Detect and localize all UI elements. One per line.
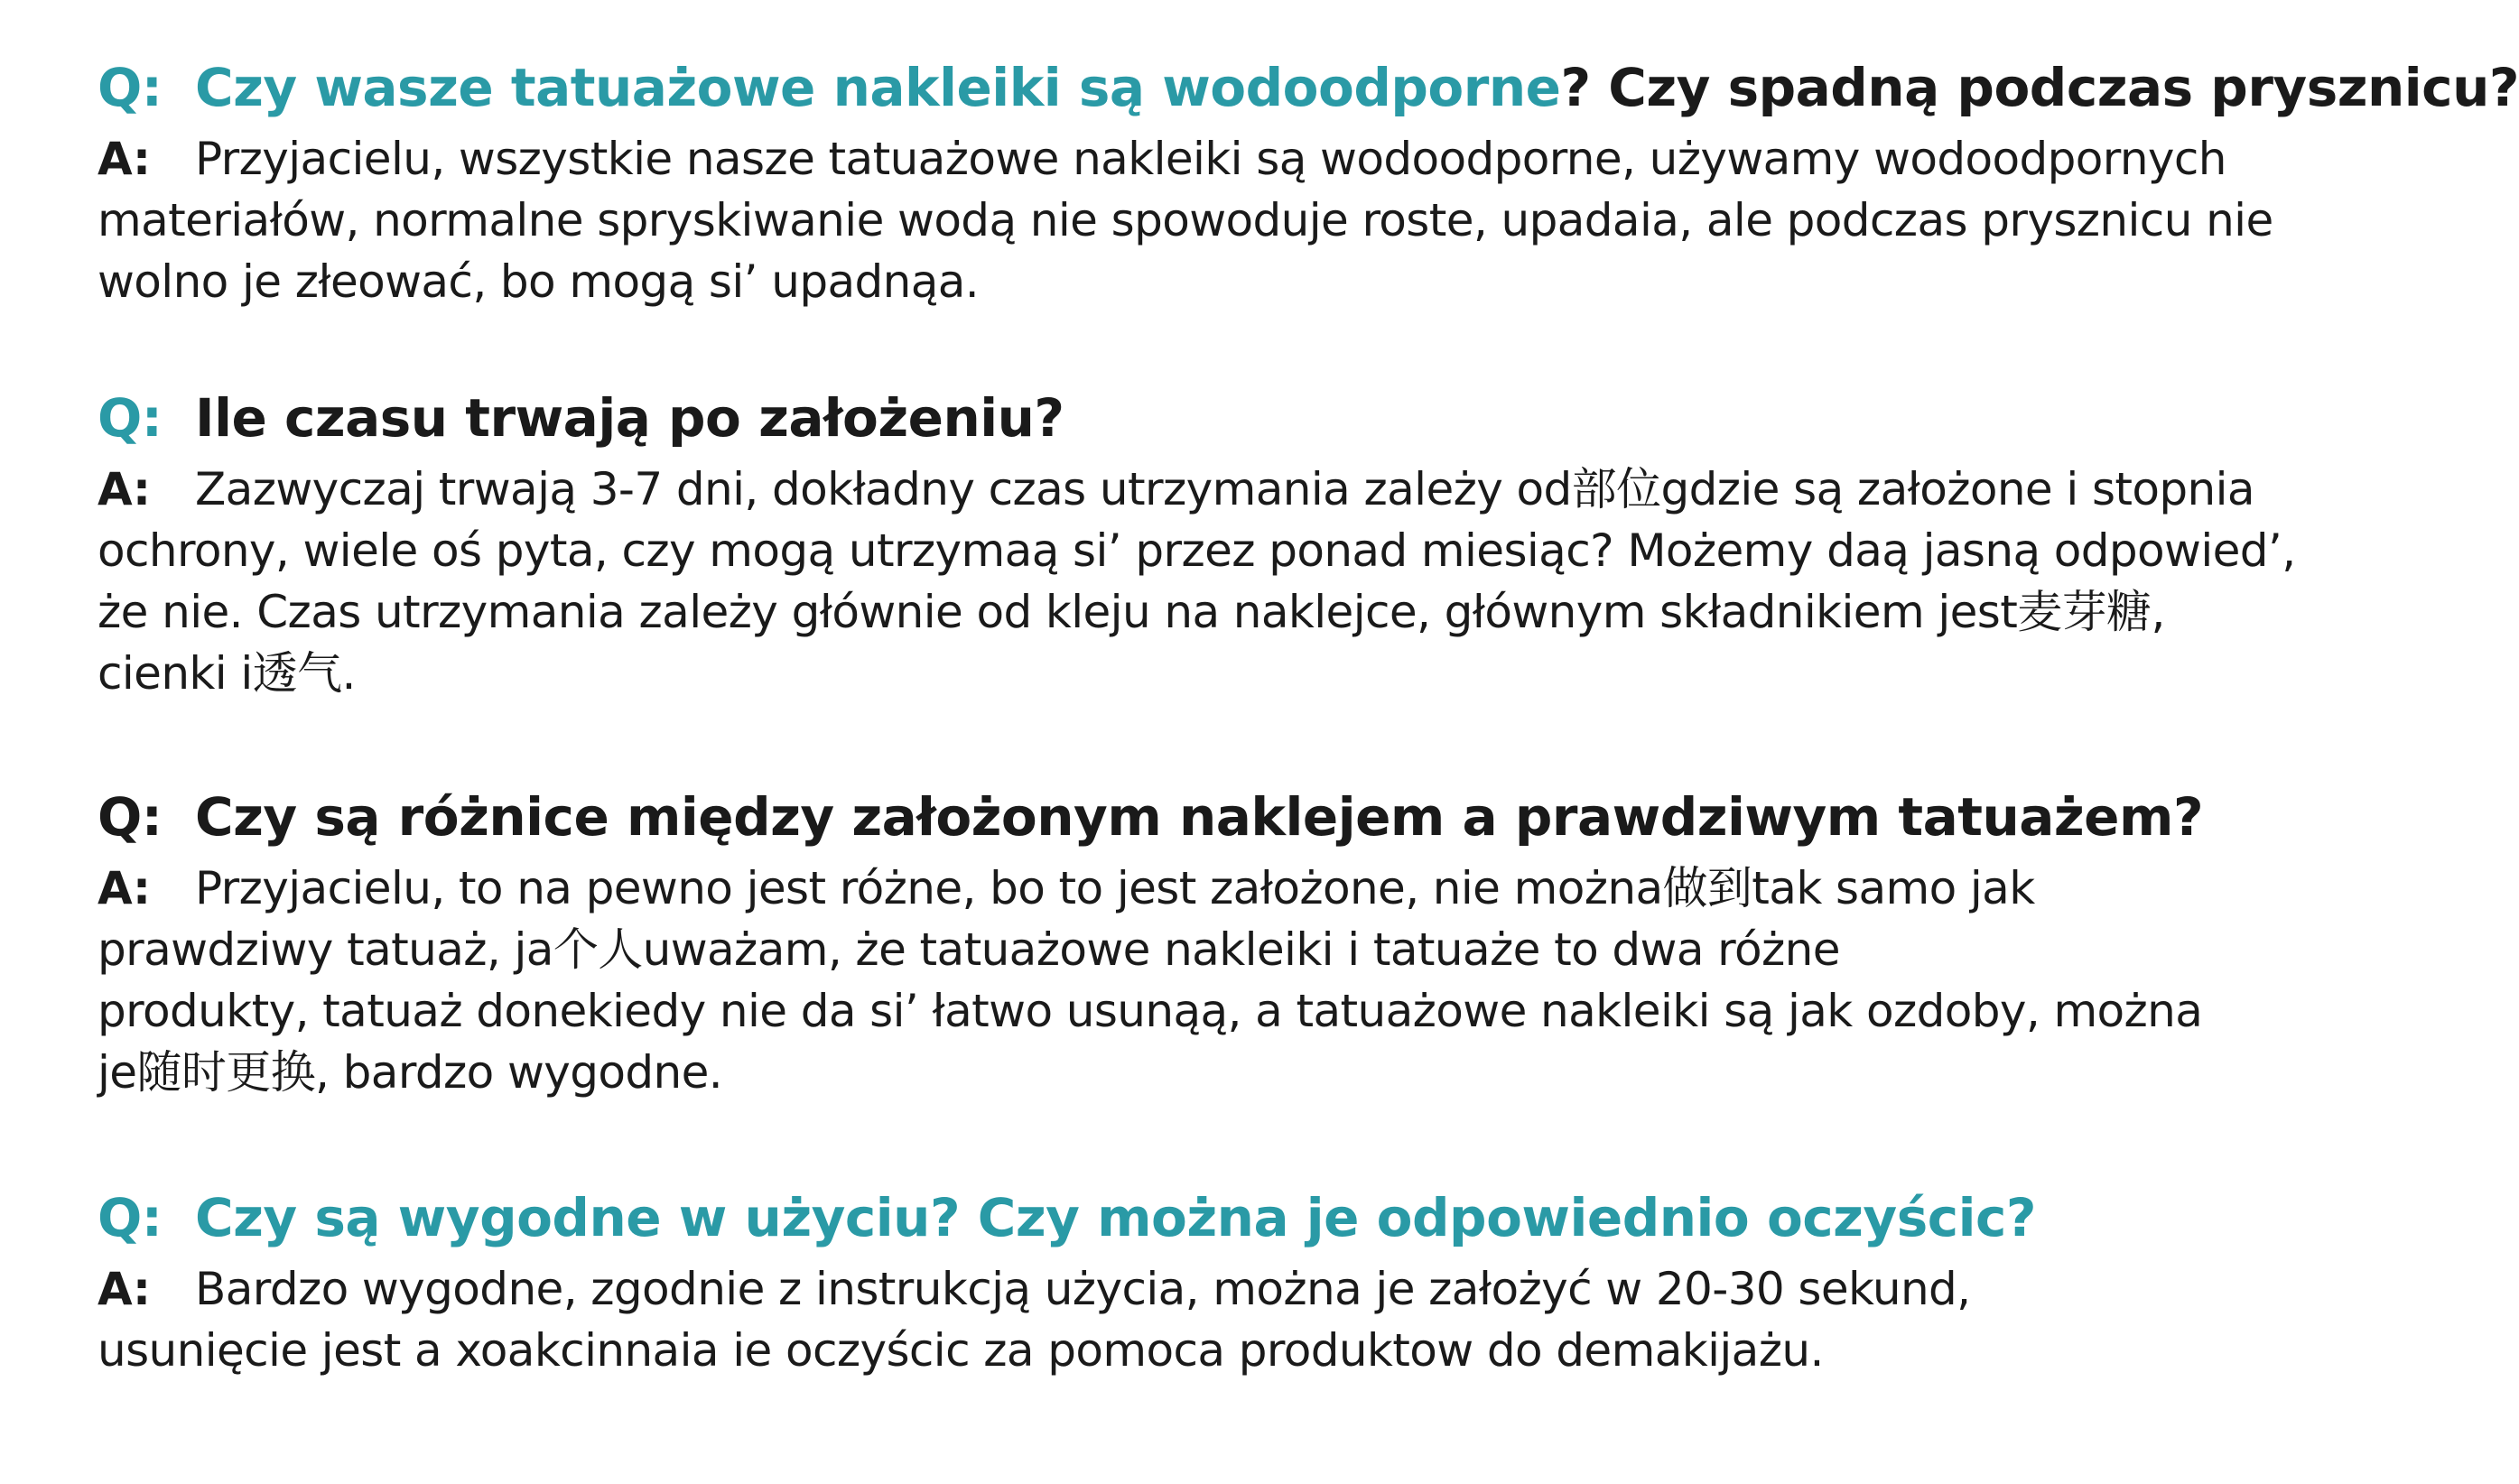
answer-line: Zazwyczaj trwają 3-7 dni, dokładny czas utrzymania zależy od部位gdzie są założone i stopnia [195,463,2254,515]
faq-item [98,49,2519,312]
question-prefix: Q: [98,786,163,848]
answer-line: Przyjacielu, to na pewno jest różne, bo to jest założone, nie można做到tak samo jak [195,862,2035,914]
question-text: ? Czy spadną podczas prysznicu? [1560,57,2519,118]
answer-line: że nie. Czas utrzymania zależy głównie od kleju na naklejce, głównym składnikiem jest麦芽糖, [98,586,2165,638]
answer-line: Przyjacielu, wszystkie nasze tatuażowe nakleiki są wodoodporne, używamy wodoodpornych [195,133,2226,185]
faq-item [98,1179,2246,1381]
faq-question [98,49,2519,126]
answer-line: wolno je złeować, bo mogą si’ upadnąa. [98,255,980,308]
question-text-highlight: Czy są wygodne w użyciu? Czy można je odpowiednio oczyścic? [195,1187,2037,1248]
faq-answer [98,1258,2246,1381]
faq-answer [98,858,2246,1103]
answer-line: cienki i透气. [98,647,356,700]
answer-prefix: A: [98,133,151,185]
faq-item [98,778,2246,1103]
answer-line: prawdziwy tatuaż, ja个人uważam, że tatuażowe nakleiki i tatuaże to dwa różne [98,923,1840,976]
question-text: Czy są różnice między założonym naklejem a prawdziwym tatuażem? [195,786,2204,848]
faq-answer [98,128,2273,312]
faq-list [98,49,2519,1381]
faq-question [98,778,2246,856]
answer-line: Bardzo wygodne, zgodnie z instrukcją użycia, można je założyć w 20-30 sekund, [195,1263,1971,1315]
question-prefix: Q: [98,1187,163,1248]
faq-answer [98,459,2296,704]
answer-line: usunięcie jest a xoakcinnaia ie oczyścic za pomoca produktow do demakijażu. [98,1324,1824,1377]
question-prefix: Q: [98,57,163,118]
answer-prefix: A: [98,862,151,914]
question-prefix: Q: [98,387,163,449]
answer-line: produkty, tatuaż donekiedy nie da si’ łatwo usunąą, a tatuażowe nakleiki są jak ozdoby, można [98,985,2203,1037]
answer-line: je随时更换, bardzo wygodne. [98,1046,723,1099]
answer-prefix: A: [98,1263,151,1315]
faq-item [98,379,2296,704]
faq-question [98,379,2246,457]
question-text: Ile czasu trwają po założeniu? [195,387,1064,449]
faq-question [98,1179,2246,1257]
answer-prefix: A: [98,463,151,515]
question-text-highlight: Czy wasze tatuażowe nakleiki są wodoodporne [195,57,1561,118]
answer-line: ochrony, wiele oś pyta, czy mogą utrzymaą si’ przez ponad miesiąc? Możemy daą jasną odpowied’, [98,524,2296,577]
answer-line: materiałów, normalne spryskiwanie wodą nie spowoduje roste, upadaia, ale podczas prysznicu nie [98,194,2273,246]
